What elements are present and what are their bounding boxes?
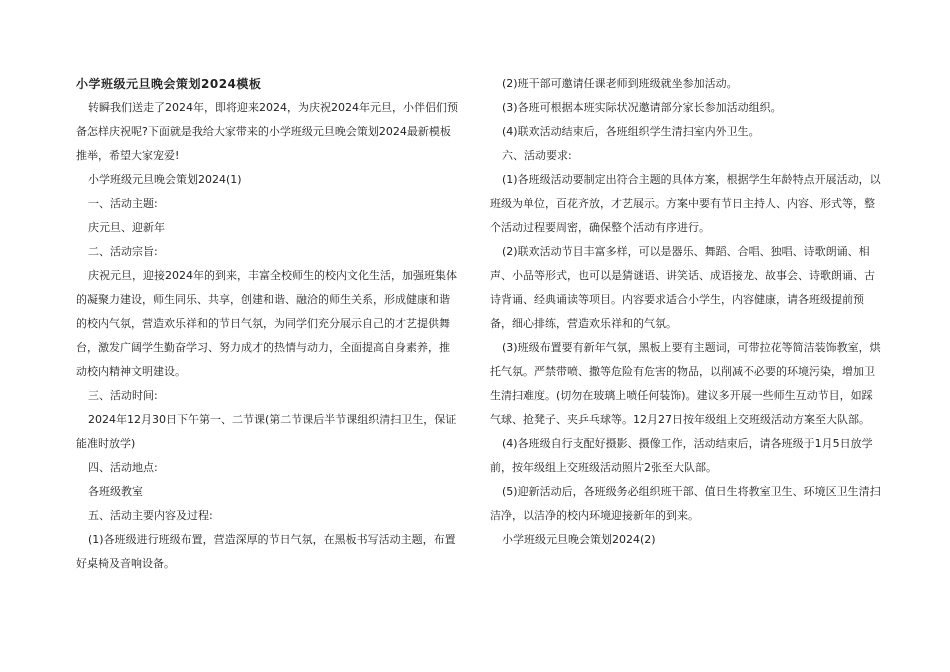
requirement-4: (4)各班级自行支配好摄影、摄像工作，活动结束后，请各班级于1月5日放学前，按年级组上交班级活动照片2张至大队部。: [490, 437, 873, 474]
requirement-1: (1)各班级活动要制定出符合主题的具体方案，根据学生年龄特点开展活动，以班级为单位，百花齐放，才艺展示。方案中要有节日主持人、内容、形式等，整个活动过程要周密，确保整个活动有序进行。: [490, 173, 881, 234]
heading-theme: 一、活动主题:: [88, 197, 158, 210]
right-column: [490, 72, 882, 552]
heading-process: 五、活动主要内容及过程:: [88, 509, 213, 522]
requirement-2: (2)联欢活动节目丰富多样，可以是器乐、舞蹈、合唱、独唱、诗歌朗诵、相声、小品等形式，也可以是猜谜语、讲笑话、成语接龙、故事会、诗歌朗诵、古诗背诵、经典诵读等项目。内容要求适合小学生，内容健康，请各班级提前预备，细心排练，营造欢乐祥和的气氛。: [490, 245, 875, 330]
left-column: [76, 72, 460, 576]
theme-text: 庆元旦、迎新年: [88, 221, 165, 234]
requirement-3: (3)班级布置要有新年气氛，黑板上要有主题词，可带拉花等简洁装饰教室，烘托气氛。严禁带喷、撒等危险有危害的物品，以削减不必要的环境污染，增加卫生清扫难度。(切勿在玻璃上喷任何装饰)。建议多开展一些师生互动节目，如踩气球、抢凳子、夹乒乓球等。12月27日按年级组上交班级活动方案至大队部。: [490, 341, 881, 426]
process-step-4: (4)联欢活动结束后，各班组织学生清扫室内外卫生。: [502, 125, 760, 138]
heading-requirements: 六、活动要求:: [502, 149, 572, 162]
time-text: 2024年12月30日下午第一、二节课(第二节课后半节课组织清扫卫生，保证能准时放学): [76, 413, 457, 450]
purpose-text: 庆祝元旦，迎接2024年的到来，丰富全校师生的校内文化生活，加强班集体的凝聚力建设，师生同乐、共享，创建和谐、融洽的师生关系，形成健康和谐的校内气氛，营造欢乐祥和的节日气氛，为同学们充分展示自己的才艺提供舞台，激发广阔学生勤奋学习、努力成才的热情与动力，全面提高自身素养，推动校内精神文明建设。: [76, 269, 457, 378]
heading-time: 三、活动时间:: [88, 389, 158, 402]
section-subtitle-2: 小学班级元旦晚会策划2024(2): [502, 533, 656, 546]
process-step-2: (2)班干部可邀请任课老师到班级就坐参加活动。: [502, 77, 738, 90]
requirement-5: (5)迎新活动后，各班级务必组织班干部、值日生将教室卫生、环境区卫生清扫洁净，以洁净的校内环境迎接新年的到来。: [490, 485, 881, 522]
document-title: 小学班级元旦晚会策划2024模板: [76, 77, 262, 91]
heading-place: 四、活动地点:: [88, 461, 158, 474]
intro-paragraph: 转瞬我们送走了2024年，即将迎来2024，为庆祝2024年元旦，小伴侣们预备怎样庆祝呢?下面就是我给大家带来的小学班级元旦晚会策划2024最新模板推举，希望大家宠爱!: [76, 101, 458, 162]
place-text: 各班级教室: [88, 485, 143, 498]
process-step-1: (1)各班级进行班级布置，营造深厚的节日气氛，在黑板书写活动主题，布置好桌椅及音响设备。: [76, 533, 456, 570]
process-step-3: (3)各班可根据本班实际状况邀请部分家长参加活动组织。: [502, 101, 782, 114]
section-subtitle-1: 小学班级元旦晚会策划2024(1): [88, 173, 242, 186]
heading-purpose: 二、活动宗旨:: [88, 245, 158, 258]
